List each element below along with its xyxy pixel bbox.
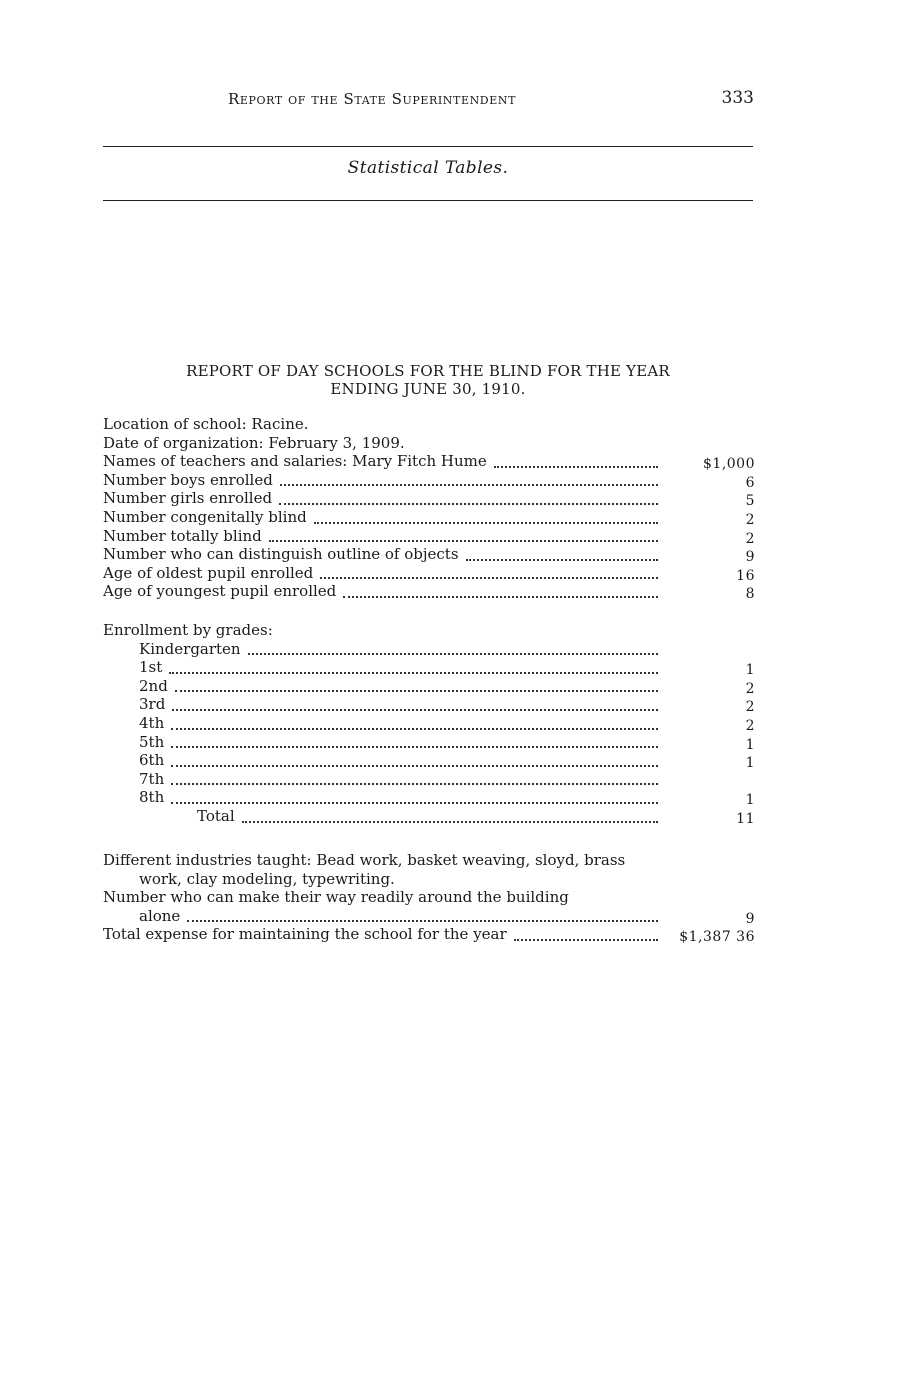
way-text-1: Number who can make their way readily around the building [103,888,572,906]
stat-label: Age of youngest pupil enrolled [103,582,339,600]
location-line [103,415,755,434]
stat-row [103,489,755,508]
stat-row [103,452,755,471]
stat-value: 2 [745,511,755,527]
grade-row [103,751,755,770]
leader-dots [169,670,658,674]
stat-label: Number boys enrolled [103,471,276,489]
enrollment-block [103,621,755,826]
report-title-line-1: REPORT OF DAY SCHOOLS FOR THE BLIND FOR THE YEAR [186,362,670,380]
grade-row [103,714,755,733]
grade-row [103,658,755,677]
grade-label: 4th [139,714,167,732]
industries-text-1: Different industries taught: Bead work, basket weaving, sloyd, brass [103,851,628,869]
header-rule-top [103,146,753,147]
stat-value: 5 [745,493,755,508]
stat-row [103,508,755,527]
grade-value: 2 [745,717,755,733]
grade-label: 2nd [139,677,171,695]
leader-dots [343,594,658,598]
leader-dots [466,557,658,561]
leader-dots [248,651,658,655]
stat-row [103,582,755,601]
leader-dots [280,482,658,486]
leader-dots [269,538,658,542]
grade-label: 3rd [139,695,168,713]
stat-label: Number congenitally blind [103,508,310,526]
enrollment-heading-line [103,621,755,640]
grade-value: 1 [745,736,755,752]
stat-value: 16 [736,567,755,583]
general-info-block [103,415,755,601]
stat-value: 8 [745,586,755,601]
industries-block [103,851,755,944]
grade-label: 7th [139,770,167,788]
grade-row [103,770,755,789]
grade-label: 5th [139,733,167,751]
industries-line-1 [103,851,755,870]
report-title [103,362,753,398]
leader-dots [175,688,658,692]
date-organization-line [103,434,755,453]
leader-dots [514,937,658,941]
page-number: 333 [721,88,754,108]
grade-value: 2 [745,699,755,714]
section-title: Statistical Tables. [347,158,509,178]
way-label: alone [139,907,183,925]
expense-row [103,925,755,944]
location-text: Location of school: Racine. [103,415,312,433]
grade-label: Kindergarten [139,640,244,658]
leader-dots [171,726,658,730]
leader-dots [171,800,658,804]
industries-text-2: work, clay modeling, typewriting. [139,870,398,888]
way-row [103,907,755,926]
stat-label: Number girls enrolled [103,489,275,507]
expense-value: $1,387 36 [679,929,755,944]
grade-row [103,677,755,696]
stat-label: Names of teachers and salaries: Mary Fitch Hume [103,452,490,470]
grade-value: 2 [745,680,755,696]
grade-label: 1st [139,658,165,676]
grade-value: 1 [745,662,755,677]
grade-row [103,640,755,659]
grade-row [103,733,755,752]
leader-dots [171,763,658,767]
grade-row [103,695,755,714]
stat-value: 9 [745,549,755,564]
stat-row [103,527,755,546]
grade-label: 6th [139,751,167,769]
total-value: 11 [736,810,755,826]
leader-dots [314,520,658,524]
leader-dots [172,707,658,711]
enrollment-heading: Enrollment by grades: [103,621,276,639]
grade-value: 1 [745,755,755,770]
stat-label: Number who can distinguish outline of objects [103,545,462,563]
way-line-1 [103,888,755,907]
expense-label: Total expense for maintaining the school for the year [103,925,510,943]
date-organization-text: Date of organization: February 3, 1909. [103,434,408,452]
stat-label: Age of oldest pupil enrolled [103,564,316,582]
grade-label: 8th [139,788,167,806]
stat-row [103,545,755,564]
industries-line-2 [103,870,755,889]
leader-dots [320,575,658,579]
stat-label: Number totally blind [103,527,265,545]
total-label: Total [197,807,238,825]
total-row [103,807,755,826]
leader-dots [171,744,658,748]
stat-value: 6 [745,474,755,490]
leader-dots [279,501,658,505]
leader-dots [242,819,658,823]
leader-dots [171,781,658,785]
report-title-line-2: ENDING JUNE 30, 1910. [330,380,526,398]
header-rule-bottom [103,200,753,201]
grade-row [103,788,755,807]
stat-row [103,471,755,490]
stat-value: 2 [745,530,755,546]
stat-row [103,564,755,583]
grade-value: 1 [745,792,755,807]
way-value: 9 [745,910,755,926]
stat-value: $1,000 [703,456,755,471]
running-head: Report of the State Superintendent [228,90,517,108]
leader-dots [494,464,658,468]
leader-dots [187,918,658,922]
